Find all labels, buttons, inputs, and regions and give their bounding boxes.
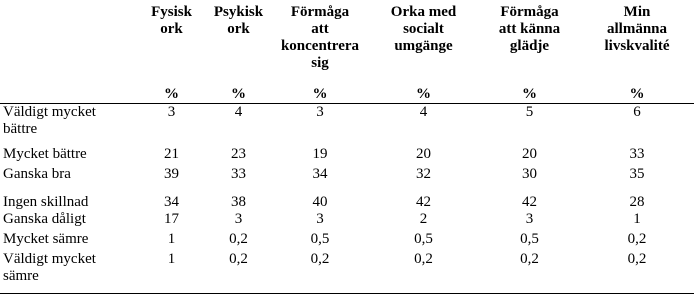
row-label: Väldigt mycket bättre	[3, 104, 96, 137]
table-cell: 20	[522, 146, 537, 162]
table-cell: 38	[231, 194, 246, 210]
table-cell: 3	[525, 211, 534, 227]
table-cell: 0,5	[414, 231, 433, 247]
unit-cell: %	[272, 83, 368, 104]
table-cell: 32	[416, 166, 431, 182]
table-row	[0, 146, 694, 166]
row-label: Mycket sämre	[3, 231, 89, 247]
header-kanna-gladje: Förmåga att känna glädje	[498, 4, 561, 54]
table-cell: 3	[167, 104, 176, 120]
table-cell: 2	[419, 211, 428, 227]
header-fysisk-ork: Fysisk ork	[151, 4, 192, 37]
table-row	[0, 104, 694, 147]
table-cell: 23	[231, 146, 246, 162]
table-row	[0, 211, 694, 231]
table-cell: 34	[312, 166, 328, 182]
table-row	[0, 231, 694, 251]
table-row	[0, 166, 694, 186]
table-cell: 42	[522, 194, 537, 210]
table-cell: 1	[138, 251, 205, 294]
unit-cell: %	[479, 83, 580, 104]
unit-cell: %	[580, 83, 694, 104]
table-cell: 17	[164, 211, 179, 227]
table-cell: 0,2	[205, 251, 272, 294]
table-cell: 0,2	[580, 251, 694, 294]
table-cell: 40	[312, 194, 328, 210]
header-corner	[0, 0, 138, 83]
table-cell: 20	[416, 146, 431, 162]
table-cell: 28	[629, 194, 645, 210]
unit-cell: %	[368, 83, 479, 104]
unit-cell: %	[205, 83, 272, 104]
table-cell: 33	[629, 146, 645, 162]
row-label: Ganska dåligt	[3, 211, 86, 227]
row-label: Mycket bättre	[3, 146, 87, 162]
table-cell: 30	[522, 166, 537, 182]
table-cell: 4	[234, 104, 243, 120]
row-label: Ingen skillnad	[3, 194, 89, 210]
unit-cell: %	[138, 83, 205, 104]
header-livskvalite: Min allmänna livskvalité	[604, 4, 670, 54]
table-cell: 3	[234, 211, 243, 227]
table-cell: 35	[629, 166, 645, 182]
table-cell: 39	[164, 166, 179, 182]
table-cell: 0,2	[272, 251, 368, 294]
header-socialt-umgange: Orka med socialt umgänge	[390, 4, 457, 54]
table-cell: 1	[633, 211, 641, 227]
table-cell: 0,2	[479, 251, 580, 294]
row-label: Ganska bra	[3, 166, 71, 182]
header-psykisk-ork: Psykisk ork	[213, 4, 264, 37]
table-cell: 4	[419, 104, 428, 120]
table-cell: 21	[164, 146, 179, 162]
table-cell: 3	[316, 211, 324, 227]
table-cell: 42	[416, 194, 431, 210]
unit-cell-empty	[0, 83, 138, 104]
table-cell: 5	[525, 104, 534, 120]
table-cell: 19	[312, 146, 328, 162]
table-cell: 0,2	[627, 231, 647, 247]
table-cell: 0,5	[520, 231, 539, 247]
table-cell: 0,5	[310, 231, 330, 247]
header-koncentrera: Förmåga att koncentrera sig	[280, 4, 360, 71]
table-row	[0, 186, 694, 211]
table-cell: 3	[316, 104, 324, 120]
table-cell: 33	[231, 166, 246, 182]
header-row	[0, 0, 694, 83]
table-cell: 1	[167, 231, 176, 247]
table-cell: 6	[633, 104, 641, 120]
table-cell: 0,2	[368, 251, 479, 294]
unit-row	[0, 83, 694, 104]
table-cell: 0,2	[229, 231, 248, 247]
table-row	[0, 251, 694, 294]
table-cell: 34	[164, 194, 179, 210]
row-label: Väldigt mycket sämre	[0, 251, 138, 294]
